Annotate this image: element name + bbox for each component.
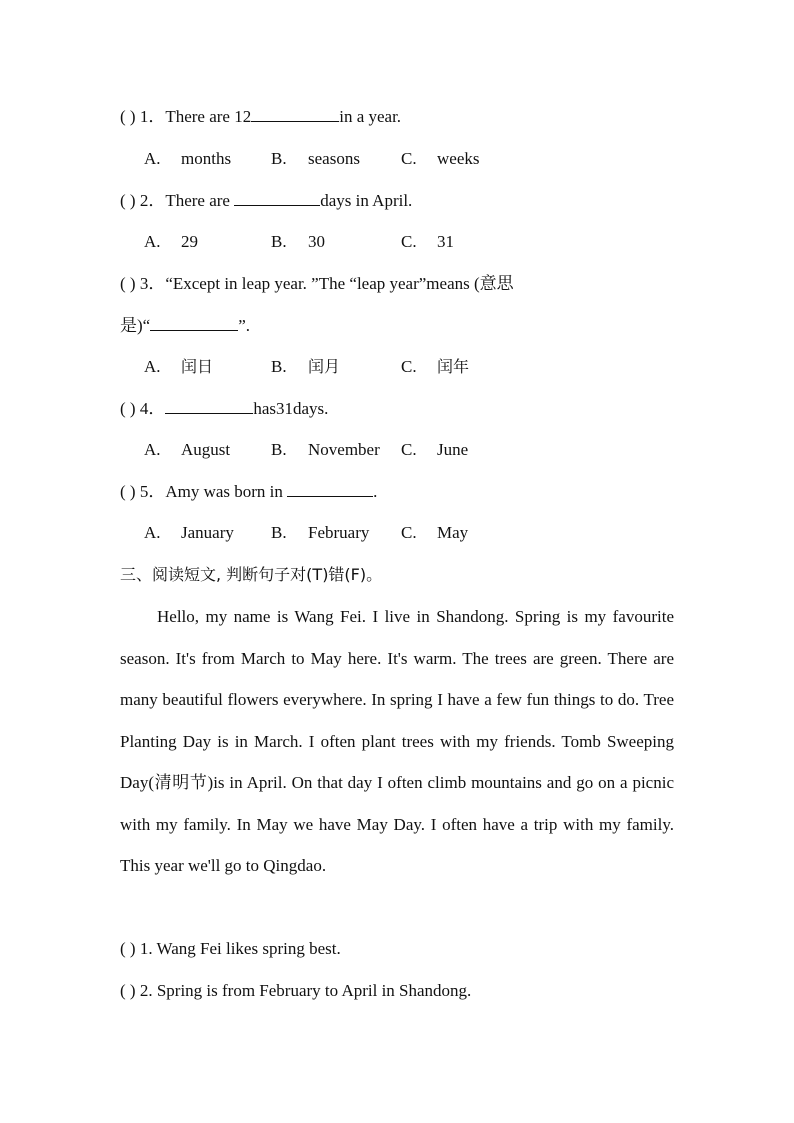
question-5-stem: [120, 482, 377, 502]
question-2-text-before: There are: [165, 191, 235, 210]
q3-option-c-letter: C.: [401, 357, 417, 376]
q4-option-c-text[interactable]: June: [437, 440, 469, 459]
q5-option-c-text[interactable]: May: [437, 523, 469, 542]
q4-option-b-text[interactable]: November: [308, 440, 380, 459]
question-3-prefix: ( ) 3．: [120, 274, 166, 293]
question-5-text-after: .: [373, 482, 378, 501]
question-4-prefix: ( ) 4．: [120, 399, 166, 418]
q1-option-c-letter: C.: [401, 149, 417, 168]
q3-option-b-letter: B.: [271, 357, 287, 376]
q4-option-b-letter: B.: [271, 440, 287, 459]
question-5-text-before: Amy was born in: [165, 482, 288, 501]
q1-option-a-letter: A.: [144, 149, 161, 168]
question-3-blank[interactable]: [150, 316, 238, 331]
q4-option-a-text[interactable]: August: [181, 440, 231, 459]
q2-option-a-letter: A.: [144, 232, 161, 251]
judgment-1-prefix[interactable]: ( ): [120, 939, 140, 958]
judgment-1: [120, 939, 341, 959]
judgment-1-text: 1. Wang Fei likes spring best.: [139, 939, 341, 958]
q5-option-a-letter: A.: [144, 523, 161, 542]
question-3-text-after: ”.: [238, 316, 251, 335]
q2-option-b-text[interactable]: 30: [308, 232, 325, 251]
q4-option-a-letter: A.: [144, 440, 161, 459]
q2-option-c-letter: C.: [401, 232, 417, 251]
q2-option-b-letter: B.: [271, 232, 287, 251]
section-3-heading: 三、阅读短文, 判断句子对(T)错(F)。: [120, 565, 383, 584]
q3-option-a-letter: A.: [144, 357, 161, 376]
question-4-blank[interactable]: [165, 399, 253, 414]
q2-option-c-text[interactable]: 31: [437, 232, 454, 251]
question-2-text-after: days in April.: [320, 191, 413, 210]
q5-option-a-text[interactable]: January: [181, 523, 234, 542]
question-1-stem: [120, 107, 401, 127]
question-3-stem-line-1: [120, 274, 514, 294]
q5-option-c-letter: C.: [401, 523, 417, 542]
question-5-blank[interactable]: [287, 482, 373, 497]
question-3-text-line-1: “Except in leap year. ”The “leap year”means (意思: [165, 274, 514, 293]
question-4-stem: [120, 399, 328, 419]
question-5-prefix: ( ) 5．: [120, 482, 166, 501]
question-1-prefix: ( ) 1．: [120, 107, 166, 126]
judgment-2: [120, 981, 471, 1001]
q3-option-c-text[interactable]: 闰年: [437, 357, 470, 376]
judgment-2-prefix[interactable]: ( ): [120, 981, 140, 1000]
q1-option-b-letter: B.: [271, 149, 287, 168]
question-3-stem-line-2: [120, 316, 250, 336]
q5-option-b-letter: B.: [271, 523, 287, 542]
judgment-2-text: 2. Spring is from February to April in Shandong.: [139, 981, 472, 1000]
reading-passage: Hello, my name is Wang Fei. I live in Shandong. Spring is my favourite season. It's from March to May here. It's warm. The trees are green. There are many beautiful flowers everywhere. In spring I have a few fun things to do. Tree Planting Day is in March. I often plant trees with my friends. Tomb Sweeping Day(清明节)is in April. On that day I often climb mountains and go on a picnic with my family. In May we have May Day. I often have a trip with my family. This year we'll go to Qingdao.: [120, 607, 674, 875]
q2-option-a-text[interactable]: 29: [181, 232, 198, 251]
question-2-prefix: ( ) 2．: [120, 191, 166, 210]
q1-option-c-text[interactable]: weeks: [437, 149, 480, 168]
q3-option-a-text[interactable]: 闰日: [181, 357, 214, 376]
question-1-text-after: in a year.: [339, 107, 402, 126]
q1-option-b-text[interactable]: seasons: [308, 149, 360, 168]
question-1-text-before: There are 12: [165, 107, 252, 126]
q4-option-c-letter: C.: [401, 440, 417, 459]
q1-option-a-text[interactable]: months: [181, 149, 232, 168]
question-2-blank[interactable]: [234, 191, 320, 206]
q5-option-b-text[interactable]: February: [308, 523, 370, 542]
q3-option-b-text[interactable]: 闰月: [308, 357, 341, 376]
question-4-text-after: has31days.: [253, 399, 329, 418]
question-2-stem: [120, 191, 412, 211]
question-3-text-before: 是)“: [120, 316, 151, 335]
question-1-blank[interactable]: [251, 107, 339, 122]
